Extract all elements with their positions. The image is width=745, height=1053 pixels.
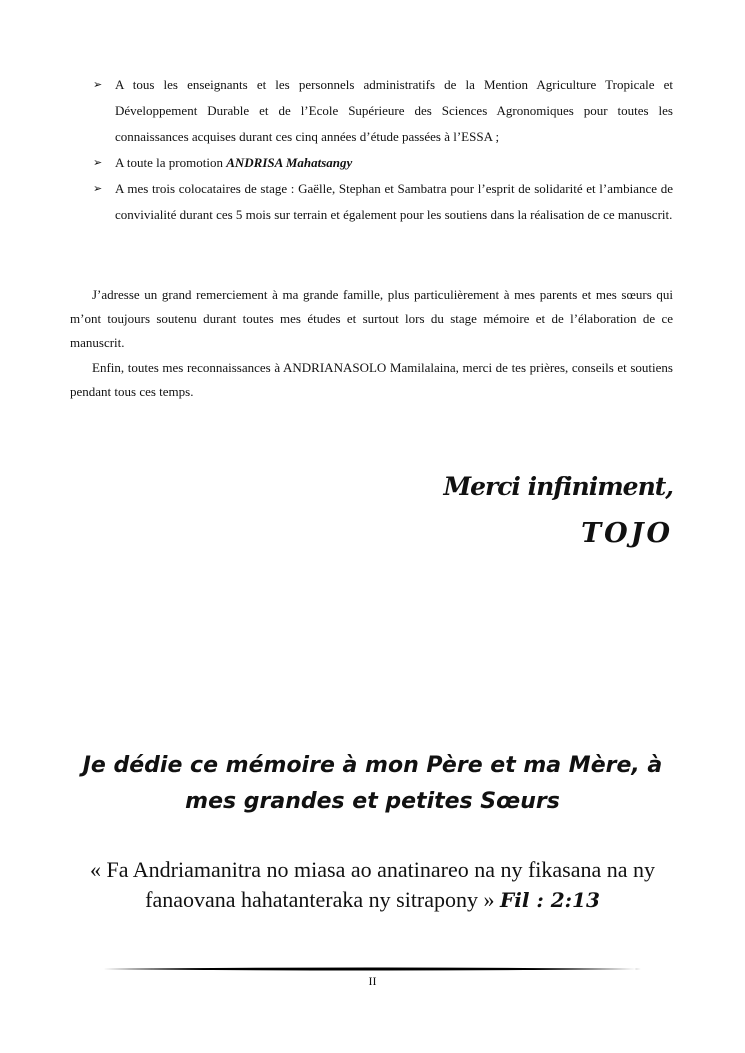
acknowledgement-list bbox=[93, 72, 673, 228]
signature-thanks: Merci infiniment, bbox=[443, 472, 673, 501]
bible-quote bbox=[60, 855, 685, 915]
list-item bbox=[93, 72, 673, 150]
family-thanks-paragraph: J’adresse un grand remerciement à ma grande famille, plus particulièrement à mes parents et mes sœurs qui m’ont toujours soutenu durant toutes mes études et surtout lors du stage mémoire et de l’élaboration de ce manuscrit. bbox=[70, 287, 673, 350]
final-thanks-paragraph: Enfin, toutes mes reconnaissances à ANDRIANASOLO Mamilalaina, merci de tes prières, conseils et soutiens pendant tous ces temps. bbox=[70, 360, 673, 399]
list-item-text: A toute la promotion bbox=[115, 155, 227, 170]
promotion-name: ANDRISA Mahatsangy bbox=[226, 155, 353, 170]
signature-name: TOJO bbox=[581, 518, 673, 549]
dedication-text: Je dédie ce mémoire à mon Père et ma Mère, à mes grandes et petites Sœurs bbox=[82, 753, 663, 814]
list-item-text: A tous les enseignants et les personnels administratifs de la Mention Agriculture Tropicale et Développement Durable et de l’Ecole Supérieure des Sciences Agronomiques pour toutes les connaissances acquises durant ces cinq années d’étude passées à l’ESSA ; bbox=[115, 77, 673, 144]
arrowhead-bullet-icon: ➢ bbox=[93, 79, 103, 91]
list-item bbox=[93, 176, 673, 228]
footer-divider bbox=[103, 967, 641, 971]
page-number: II bbox=[368, 974, 377, 988]
quote-text: « Fa Andriamanitra no miasa ao anatinareo na ny fikasana na ny fanaovana hahatanteraka ny sitrapony » bbox=[89, 857, 656, 912]
list-item bbox=[93, 150, 673, 176]
arrowhead-bullet-icon: ➢ bbox=[93, 183, 103, 195]
arrowhead-bullet-icon: ➢ bbox=[93, 157, 103, 169]
quote-reference: Fil : 2:13 bbox=[500, 888, 600, 912]
list-item-text: A mes trois colocataires de stage : Gaëlle, Stephan et Sambatra pour l’esprit de solidarité et l’ambiance de convivialité durant ces 5 mois sur terrain et également pour les soutiens dans la réalisation de ce manuscrit. bbox=[115, 181, 673, 222]
